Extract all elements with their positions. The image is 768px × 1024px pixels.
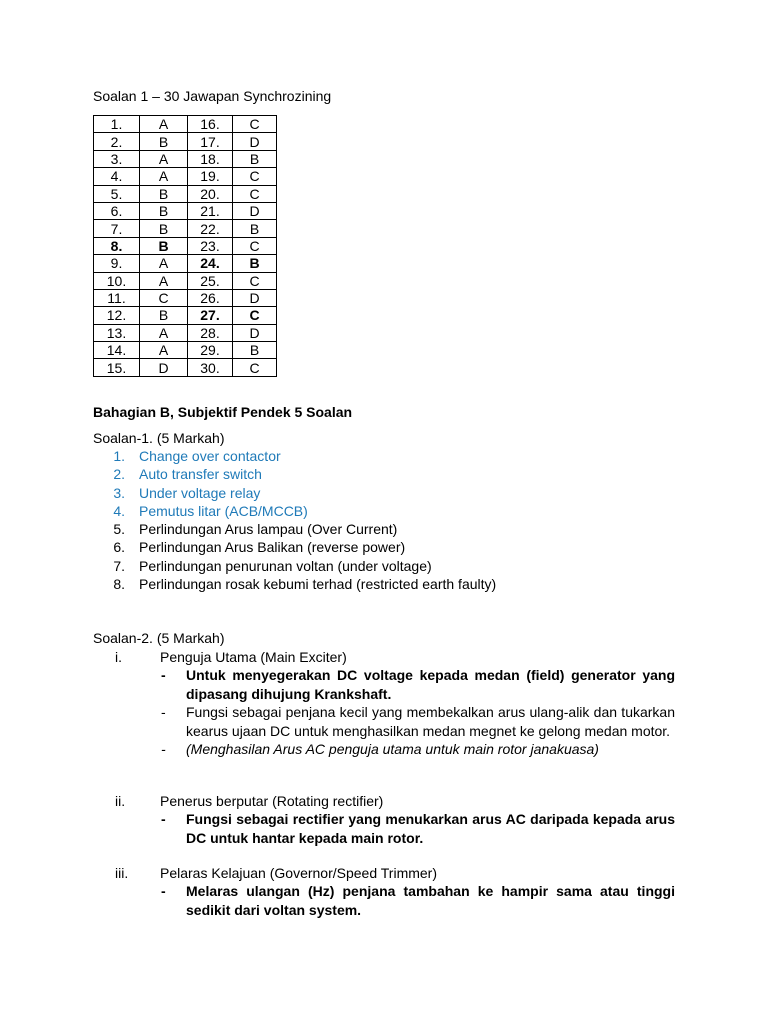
bullet-point bbox=[93, 740, 675, 759]
answer-row bbox=[94, 220, 277, 237]
question-number: 1. bbox=[94, 116, 140, 133]
answer-row bbox=[94, 289, 277, 306]
bullet-text: Melaras ulangan (Hz) penjana tambahan ke hampir sama atau tinggi sedikit dari voltan system. bbox=[186, 883, 675, 918]
question-number: 13. bbox=[94, 324, 140, 341]
bullet-dash: - bbox=[161, 704, 166, 720]
part-heading bbox=[93, 792, 675, 810]
answer-table bbox=[93, 115, 277, 377]
answer-letter: C bbox=[233, 237, 277, 254]
bullet-text: Fungsi sebagai rectifier yang menukarkan arus AC daripada kepada arus DC untuk hantar kepada main rotor. bbox=[186, 811, 675, 846]
bullet-dash: - bbox=[161, 741, 166, 757]
bullet-text: Untuk menyegerakan DC voltage kepada medan (field) generator yang dipasang dihujung Krankshaft. bbox=[186, 667, 675, 702]
answer-letter: B bbox=[140, 202, 188, 219]
answer-letter: C bbox=[233, 168, 277, 185]
answer-letter: A bbox=[140, 116, 188, 133]
question-2-part bbox=[93, 648, 675, 759]
answer-letter: A bbox=[140, 324, 188, 341]
question-number: 21. bbox=[188, 202, 233, 219]
answer-letter: B bbox=[233, 342, 277, 359]
question-2-part bbox=[93, 792, 675, 847]
part-heading bbox=[93, 648, 675, 666]
list-item-number: 6. bbox=[113, 539, 125, 556]
question-number: 16. bbox=[188, 116, 233, 133]
question-number: 2. bbox=[94, 133, 140, 150]
answer-letter: A bbox=[140, 255, 188, 272]
answer-row bbox=[94, 202, 277, 219]
list-item bbox=[93, 575, 496, 593]
answer-letter: B bbox=[140, 133, 188, 150]
bullet-point bbox=[93, 703, 675, 740]
question-1-title: Soalan-1. (5 Markah) bbox=[93, 430, 225, 446]
part-numeral: ii. bbox=[115, 793, 126, 809]
answer-letter: B bbox=[140, 185, 188, 202]
answer-letter: A bbox=[140, 272, 188, 289]
question-number: 18. bbox=[188, 150, 233, 167]
question-number: 12. bbox=[94, 307, 140, 324]
answer-row bbox=[94, 272, 277, 289]
question-number: 24. bbox=[188, 255, 233, 272]
question-number: 8. bbox=[94, 237, 140, 254]
bullet-point bbox=[93, 882, 675, 919]
list-item-text: Under voltage relay bbox=[139, 484, 261, 501]
part-numeral: iii. bbox=[115, 865, 129, 881]
question-number: 28. bbox=[188, 324, 233, 341]
question-number: 29. bbox=[188, 342, 233, 359]
answer-row bbox=[94, 150, 277, 167]
answer-row bbox=[94, 359, 277, 376]
question-1-list bbox=[93, 447, 496, 593]
answer-row bbox=[94, 237, 277, 254]
question-number: 10. bbox=[94, 272, 140, 289]
list-item-number: 1. bbox=[113, 448, 125, 464]
document-title: Soalan 1 – 30 Jawapan Synchrozining bbox=[93, 88, 332, 104]
bullet-text: Fungsi sebagai penjana kecil yang membekalkan arus ulang-alik dan tukarkan kearus ujaan DC untuk menghasilkan medan megnet ke gelong medan motor. bbox=[186, 704, 675, 739]
answer-letter: D bbox=[233, 324, 277, 341]
list-item bbox=[93, 538, 496, 556]
answer-letter: C bbox=[233, 116, 277, 133]
answer-letter: B bbox=[140, 237, 188, 254]
bullet-text: (Menghasilan Arus AC penguja utama untuk main rotor janakuasa) bbox=[186, 741, 599, 757]
question-number: 26. bbox=[188, 289, 233, 306]
question-number: 15. bbox=[94, 359, 140, 376]
answer-table-body bbox=[94, 116, 277, 377]
list-item bbox=[93, 502, 496, 520]
answer-letter: D bbox=[233, 289, 277, 306]
answer-letter: C bbox=[233, 359, 277, 376]
question-number: 17. bbox=[188, 133, 233, 150]
question-number: 22. bbox=[188, 220, 233, 237]
answer-row bbox=[94, 324, 277, 341]
question-number: 25. bbox=[188, 272, 233, 289]
list-item-text: Perlindungan rosak kebumi terhad (restricted earth faulty) bbox=[139, 576, 497, 593]
bullet-dash: - bbox=[161, 811, 166, 827]
list-item-number: 5. bbox=[113, 521, 125, 538]
answer-letter: A bbox=[140, 168, 188, 185]
part-numeral: i. bbox=[115, 649, 122, 665]
list-item-number: 7. bbox=[113, 557, 125, 574]
part-heading-text: Penerus berputar (Rotating rectifier) bbox=[160, 793, 384, 809]
bullet-dash: - bbox=[161, 667, 166, 683]
answer-row bbox=[94, 342, 277, 359]
section-b-heading: Bahagian B, Subjektif Pendek 5 Soalan bbox=[93, 404, 353, 420]
answer-letter: B bbox=[140, 307, 188, 324]
list-item bbox=[93, 465, 496, 483]
question-number: 5. bbox=[94, 185, 140, 202]
part-heading-text: Pelaras Kelajuan (Governor/Speed Trimmer) bbox=[160, 865, 438, 881]
answer-letter: B bbox=[233, 255, 277, 272]
question-number: 27. bbox=[188, 307, 233, 324]
answer-letter: D bbox=[233, 133, 277, 150]
list-item-number: 4. bbox=[113, 502, 125, 519]
answer-letter: C bbox=[140, 289, 188, 306]
question-number: 30. bbox=[188, 359, 233, 376]
question-2-title: Soalan-2. (5 Markah) bbox=[93, 630, 225, 646]
question-number: 6. bbox=[94, 202, 140, 219]
question-number: 7. bbox=[94, 220, 140, 237]
question-number: 9. bbox=[94, 255, 140, 272]
answer-letter: C bbox=[233, 307, 277, 324]
list-item bbox=[93, 447, 496, 465]
bullet-point bbox=[93, 666, 675, 703]
answer-letter: B bbox=[233, 220, 277, 237]
answer-letter: B bbox=[140, 220, 188, 237]
list-item-number: 8. bbox=[113, 576, 125, 593]
bullet-point bbox=[93, 810, 675, 847]
list-item-text: Perlindungan Arus Balikan (reverse power) bbox=[139, 539, 406, 556]
bullet-dash: - bbox=[161, 883, 166, 899]
answer-letter: B bbox=[233, 150, 277, 167]
list-item-text: Auto transfer switch bbox=[139, 466, 262, 483]
question-number: 20. bbox=[188, 185, 233, 202]
question-number: 14. bbox=[94, 342, 140, 359]
answer-letter: A bbox=[140, 150, 188, 167]
answer-letter: C bbox=[233, 272, 277, 289]
answer-row bbox=[94, 185, 277, 202]
list-item-text: Change over contactor bbox=[139, 448, 281, 464]
list-item-text: Pemutus litar (ACB/MCCB) bbox=[139, 502, 308, 519]
question-number: 23. bbox=[188, 237, 233, 254]
answer-row bbox=[94, 133, 277, 150]
list-item-text: Perlindungan penurunan voltan (under voltage) bbox=[139, 557, 432, 574]
answer-letter: D bbox=[233, 202, 277, 219]
question-number: 11. bbox=[94, 289, 140, 306]
part-heading-text: Penguja Utama (Main Exciter) bbox=[160, 649, 347, 665]
answer-row bbox=[94, 255, 277, 272]
list-item bbox=[93, 520, 496, 538]
list-item bbox=[93, 557, 496, 575]
question-2-part bbox=[93, 864, 675, 919]
answer-row bbox=[94, 307, 277, 324]
list-item-number: 2. bbox=[113, 466, 125, 483]
answer-letter: A bbox=[140, 342, 188, 359]
list-item bbox=[93, 484, 496, 502]
list-item-number: 3. bbox=[113, 484, 125, 501]
list-item-text: Perlindungan Arus lampau (Over Current) bbox=[139, 521, 398, 538]
answer-row bbox=[94, 116, 277, 133]
answer-letter: D bbox=[140, 359, 188, 376]
question-number: 4. bbox=[94, 168, 140, 185]
question-number: 19. bbox=[188, 168, 233, 185]
answer-letter: C bbox=[233, 185, 277, 202]
part-heading bbox=[93, 864, 675, 882]
question-number: 3. bbox=[94, 150, 140, 167]
answer-row bbox=[94, 168, 277, 185]
